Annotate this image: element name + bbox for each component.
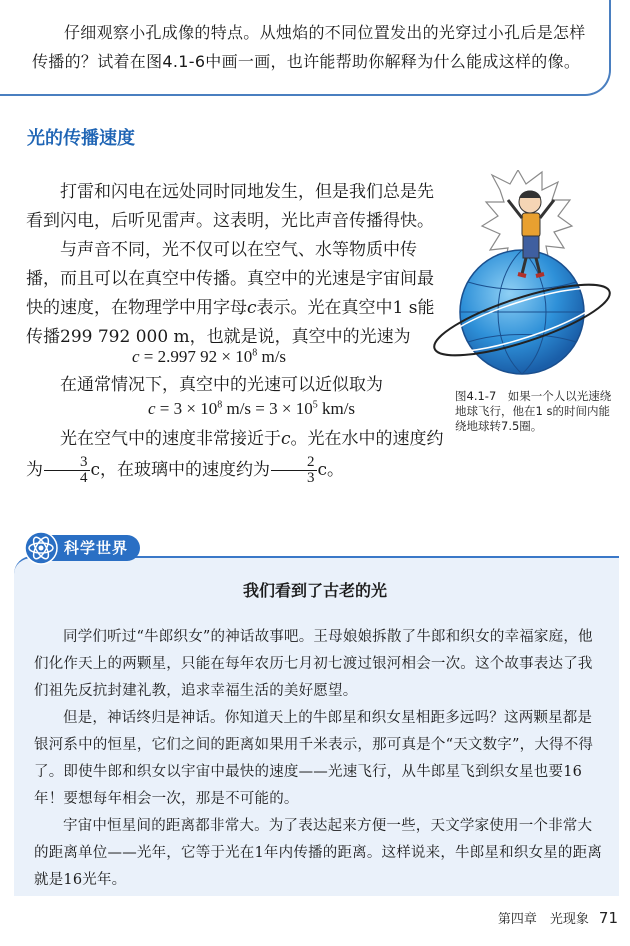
science-world-title: 我们看到了古老的光 — [242, 581, 387, 600]
science-paragraph-distance: 但是，神话终归是神话。你知道天上的牛郎星和织女星相距多远吗？这两颗星都是银河系中的恒星，它们之间的距离如果用千米表示，那可真是个“天文数字”，大得不得了。即使牛郎和织女以宇宙中最快的速度——光速飞行，从牛郎星飞到织女星也要16年！要想每年相会一次，那是不可能的。 — [34, 710, 594, 807]
formula-approx-speed: $c = 3 \times 10^8$ $m/s = 3 \times 10^5$ km/s — [148, 399, 356, 418]
paragraph-thunder: 打雷和闪电在远处同时同地发生，但是我们总是先看到闪电，后听见雷声。这表明，光比声音传播得快。 — [26, 182, 434, 231]
activity-text: 仔细观察小孔成像的特点。从烛焰的不同位置发出的光穿过小孔后是怎样传播的？试着在图4.1-6中画一画，也许能帮助你解释为什么能成这样的像。 — [32, 23, 586, 71]
chapter-label: 第四章 光现象 — [497, 912, 589, 927]
science-world-badge — [24, 533, 140, 563]
formula-exact-speed: c = 2.997 $92 \times 10^8$ m/s — [132, 347, 287, 366]
fraction-three-quarters: $\frac{3}{4}$ — [44, 455, 90, 486]
paragraph-light-speed: 与声音不同，光不仅可以在空气、水等物质中传播，而且可以在真空中传播。真空中的光速是宇宙间最快的速度，在物理学中用字母c表示。光在真空中1 s能传播299 792 000 m，也就是说，真空中的光速为 — [26, 240, 435, 347]
page-footer — [498, 908, 618, 927]
fraction-two-thirds: $\frac{2}{3}$ — [271, 455, 317, 486]
earth-flight-illustration — [430, 170, 625, 385]
science-paragraph-legend: 同学们听过“牛郎织女”的神话故事吧。王母娘娘拆散了牛郎和织女的幸福家庭，他们化作天上的两颗星，只能在每年农历七月初七渡过银河相会一次。这个故事表达了我们祖先反抗封建礼教，追求幸福生活的美好愿望。 — [34, 629, 593, 699]
atom-icon — [24, 531, 58, 565]
paragraph-approx: 在通常情况下，真空中的光速可以近似取为 — [60, 375, 383, 395]
section-title: 光的传播速度 — [27, 128, 135, 149]
page-number: 71 — [598, 909, 618, 927]
figure-caption: 图4.1-7 如果一个人以光速绕地球飞行，他在1 s的时间内能绕地球转7.5圈。 — [455, 389, 612, 433]
paragraph-medium-speed: 光在空气中的速度非常接近于c。光在水中的速度约为 $\frac{3}{4}$ c，在玻璃中的速度约为 $\frac{2}{3}$ c。 — [26, 429, 444, 486]
science-world-label: 科学世界 — [28, 535, 140, 561]
science-paragraph-light-year: 宇宙中恒星间的距离都非常大。为了表达起来方便一些，天文学家使用一个非常大的距离单位——光年，它等于光在1年内传播的距离。这样说来，牛郎星和织女星的距离就是16光年。 — [34, 818, 603, 888]
